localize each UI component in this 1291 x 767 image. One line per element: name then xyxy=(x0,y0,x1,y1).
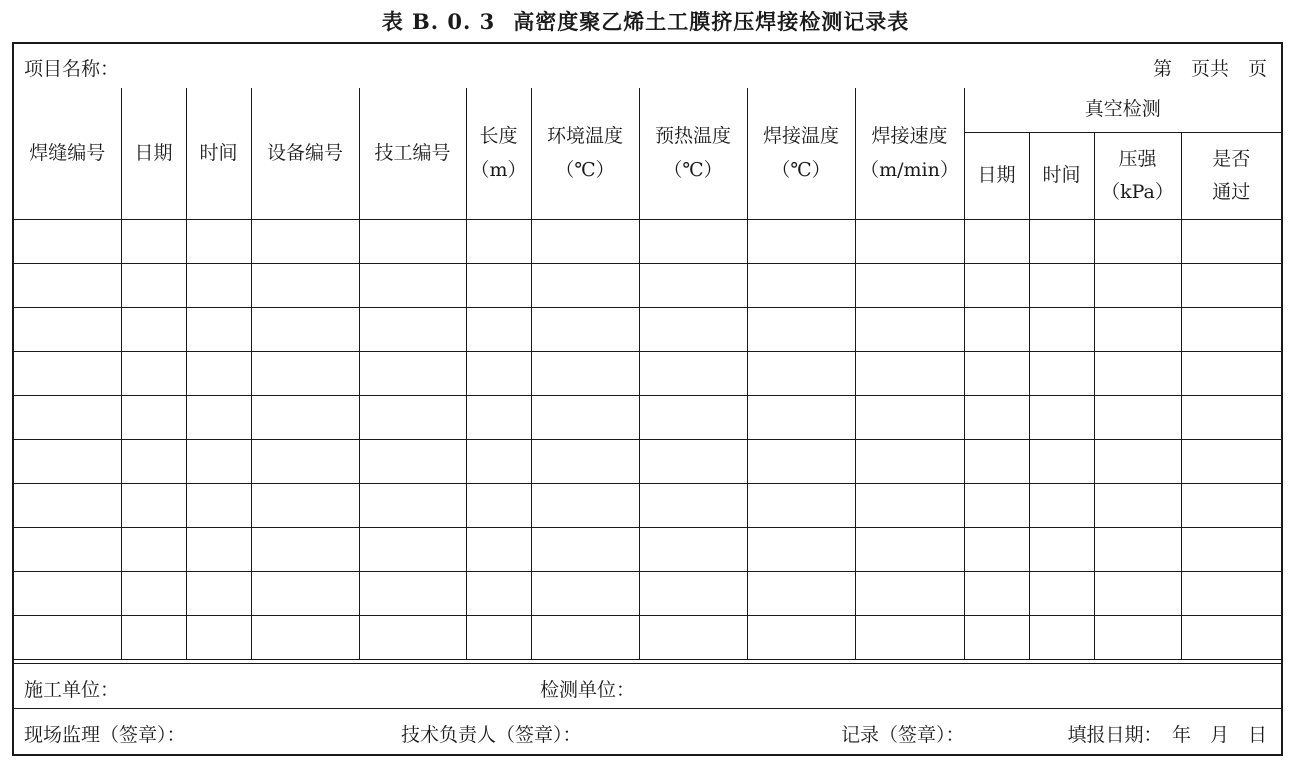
table-cell[interactable] xyxy=(639,220,747,264)
table-cell[interactable] xyxy=(1181,572,1281,616)
table-cell[interactable] xyxy=(14,484,121,528)
col-vacuum-time: 时间 xyxy=(1029,133,1094,220)
table-cell[interactable] xyxy=(186,440,251,484)
table-cell[interactable] xyxy=(964,440,1029,484)
table-cell[interactable] xyxy=(639,572,747,616)
table-cell[interactable] xyxy=(1094,484,1181,528)
table-cell[interactable] xyxy=(855,396,964,440)
table-cell[interactable] xyxy=(747,396,855,440)
table-cell[interactable] xyxy=(964,528,1029,572)
table-cell[interactable] xyxy=(747,220,855,264)
table-cell[interactable] xyxy=(121,308,186,352)
table-cell[interactable] xyxy=(1181,616,1281,660)
table-cell[interactable] xyxy=(466,264,531,308)
table-cell[interactable] xyxy=(639,616,747,660)
table-cell[interactable] xyxy=(531,616,639,660)
table-cell[interactable] xyxy=(1029,396,1094,440)
table-cell[interactable] xyxy=(855,572,964,616)
table-cell[interactable] xyxy=(1094,616,1181,660)
col-group-vacuum-test: 真空检测 xyxy=(964,88,1281,133)
table-cell[interactable] xyxy=(1181,396,1281,440)
table-cell[interactable] xyxy=(1094,396,1181,440)
table-cell[interactable] xyxy=(466,220,531,264)
table-cell[interactable] xyxy=(121,220,186,264)
table-cell[interactable] xyxy=(121,616,186,660)
table-row xyxy=(14,220,1281,264)
table-cell[interactable] xyxy=(251,616,359,660)
table-cell[interactable] xyxy=(855,264,964,308)
table-cell[interactable] xyxy=(964,572,1029,616)
col-weld-speed: 焊接速度 （m/min） xyxy=(855,88,964,220)
table-cell[interactable] xyxy=(186,264,251,308)
table-cell[interactable] xyxy=(747,264,855,308)
table-cell[interactable] xyxy=(14,220,121,264)
fill-date-label: 填报日期： 年 月 日 xyxy=(1067,724,1267,746)
table-cell[interactable] xyxy=(186,308,251,352)
table-cell[interactable] xyxy=(359,572,466,616)
table-cell[interactable] xyxy=(121,396,186,440)
table-body xyxy=(14,220,1281,660)
table-cell[interactable] xyxy=(639,308,747,352)
table-cell[interactable] xyxy=(855,352,964,396)
table-cell[interactable] xyxy=(186,484,251,528)
table-cell[interactable] xyxy=(855,528,964,572)
table-cell[interactable] xyxy=(747,440,855,484)
page-number-label: 第 页共 页 xyxy=(1152,58,1267,80)
table-cell[interactable] xyxy=(531,352,639,396)
table-cell[interactable] xyxy=(14,396,121,440)
table-cell[interactable] xyxy=(1029,572,1094,616)
document-title xyxy=(0,6,1291,36)
table-cell[interactable] xyxy=(531,484,639,528)
table-cell[interactable] xyxy=(359,264,466,308)
col-ambient-temp: 环境温度 （℃） xyxy=(531,88,639,220)
table-cell[interactable] xyxy=(639,528,747,572)
col-vacuum-date: 日期 xyxy=(964,133,1029,220)
table-cell[interactable] xyxy=(359,352,466,396)
table-cell[interactable] xyxy=(747,528,855,572)
col-vacuum-pass: 是否 通过 xyxy=(1181,133,1281,220)
table-cell[interactable] xyxy=(747,352,855,396)
table-cell[interactable] xyxy=(1094,352,1181,396)
table-row xyxy=(14,396,1281,440)
table-cell[interactable] xyxy=(639,352,747,396)
table-cell[interactable] xyxy=(186,220,251,264)
col-weld-number: 焊缝编号 xyxy=(14,88,121,220)
table-cell[interactable] xyxy=(1181,220,1281,264)
col-vacuum-pressure: 压强 （kPa） xyxy=(1094,133,1181,220)
table-cell[interactable] xyxy=(14,616,121,660)
table-row xyxy=(14,352,1281,396)
table-cell[interactable] xyxy=(964,264,1029,308)
table-cell[interactable] xyxy=(531,396,639,440)
table-cell[interactable] xyxy=(359,396,466,440)
table-cell[interactable] xyxy=(251,396,359,440)
table-cell[interactable] xyxy=(1181,528,1281,572)
table-cell[interactable] xyxy=(1029,308,1094,352)
table-cell[interactable] xyxy=(466,484,531,528)
table-row xyxy=(14,616,1281,660)
supervisor-signature-label: 现场监理（签章）： xyxy=(24,724,186,746)
table-cell[interactable] xyxy=(251,528,359,572)
table-cell[interactable] xyxy=(251,572,359,616)
inspection-table xyxy=(14,88,1281,660)
table-cell[interactable] xyxy=(855,440,964,484)
table-cell[interactable] xyxy=(855,308,964,352)
col-equipment-number: 设备编号 xyxy=(251,88,359,220)
table-cell[interactable] xyxy=(186,352,251,396)
table-cell[interactable] xyxy=(531,264,639,308)
table-cell[interactable] xyxy=(466,572,531,616)
table-row xyxy=(14,528,1281,572)
table-cell[interactable] xyxy=(14,528,121,572)
table-cell[interactable] xyxy=(14,440,121,484)
table-cell[interactable] xyxy=(1094,440,1181,484)
recorder-signature-label: 记录（签章）： xyxy=(841,724,965,746)
table-cell[interactable] xyxy=(1029,264,1094,308)
table-cell[interactable] xyxy=(251,308,359,352)
table-cell[interactable] xyxy=(747,484,855,528)
table-cell[interactable] xyxy=(186,528,251,572)
table-cell[interactable] xyxy=(186,572,251,616)
table-code: 表 B. 0. 3 xyxy=(381,9,496,34)
table-cell[interactable] xyxy=(121,264,186,308)
table-row xyxy=(14,308,1281,352)
table-cell[interactable] xyxy=(747,616,855,660)
footer-divider-1 xyxy=(14,663,1281,664)
table-cell[interactable] xyxy=(1029,484,1094,528)
table-cell[interactable] xyxy=(639,264,747,308)
table-cell[interactable] xyxy=(359,220,466,264)
table-cell[interactable] xyxy=(639,484,747,528)
table-cell[interactable] xyxy=(855,616,964,660)
col-length: 长度 （m） xyxy=(466,88,531,220)
table-cell[interactable] xyxy=(466,528,531,572)
project-name-label: 项目名称： xyxy=(24,58,120,80)
table-row xyxy=(14,572,1281,616)
table-cell[interactable] xyxy=(359,616,466,660)
table-cell[interactable] xyxy=(251,484,359,528)
col-time: 时间 xyxy=(186,88,251,220)
table-cell[interactable] xyxy=(1029,440,1094,484)
table-cell[interactable] xyxy=(1029,220,1094,264)
table-cell[interactable] xyxy=(964,396,1029,440)
table-cell[interactable] xyxy=(251,220,359,264)
table-cell[interactable] xyxy=(1029,616,1094,660)
table-cell[interactable] xyxy=(251,264,359,308)
record-form xyxy=(12,42,1283,756)
table-cell[interactable] xyxy=(251,352,359,396)
table-cell[interactable] xyxy=(359,528,466,572)
table-cell[interactable] xyxy=(466,308,531,352)
table-cell[interactable] xyxy=(466,396,531,440)
table-cell[interactable] xyxy=(121,352,186,396)
table-title-text: 高密度聚乙烯土工膜挤压焊接检测记录表 xyxy=(513,10,910,34)
table-cell[interactable] xyxy=(1094,528,1181,572)
table-row xyxy=(14,484,1281,528)
table-cell[interactable] xyxy=(251,440,359,484)
table-cell[interactable] xyxy=(964,616,1029,660)
table-cell[interactable] xyxy=(964,352,1029,396)
table-cell[interactable] xyxy=(14,572,121,616)
table-cell[interactable] xyxy=(14,308,121,352)
construction-unit-label: 施工单位： xyxy=(24,679,120,701)
table-cell[interactable] xyxy=(186,616,251,660)
table-cell[interactable] xyxy=(1181,352,1281,396)
table-cell[interactable] xyxy=(1029,352,1094,396)
table-cell[interactable] xyxy=(639,396,747,440)
table-cell[interactable] xyxy=(466,352,531,396)
table-cell[interactable] xyxy=(1181,264,1281,308)
table-cell[interactable] xyxy=(855,484,964,528)
table-cell[interactable] xyxy=(466,440,531,484)
table-cell[interactable] xyxy=(1181,440,1281,484)
col-weld-temp: 焊接温度 （℃） xyxy=(747,88,855,220)
table-cell[interactable] xyxy=(1181,308,1281,352)
table-cell[interactable] xyxy=(121,440,186,484)
table-cell[interactable] xyxy=(855,220,964,264)
table-cell[interactable] xyxy=(14,264,121,308)
table-cell[interactable] xyxy=(1094,308,1181,352)
table-cell[interactable] xyxy=(964,484,1029,528)
table-cell[interactable] xyxy=(1029,528,1094,572)
table-cell[interactable] xyxy=(747,308,855,352)
table-cell[interactable] xyxy=(964,220,1029,264)
footer-divider-2 xyxy=(14,708,1281,709)
table-cell[interactable] xyxy=(186,396,251,440)
table-cell[interactable] xyxy=(359,440,466,484)
table-cell[interactable] xyxy=(531,572,639,616)
table-cell[interactable] xyxy=(121,572,186,616)
table-cell[interactable] xyxy=(121,484,186,528)
col-date: 日期 xyxy=(121,88,186,220)
table-cell[interactable] xyxy=(1094,572,1181,616)
table-cell[interactable] xyxy=(531,528,639,572)
table-cell[interactable] xyxy=(531,308,639,352)
table-cell[interactable] xyxy=(747,572,855,616)
table-cell[interactable] xyxy=(639,440,747,484)
table-row xyxy=(14,264,1281,308)
table-cell[interactable] xyxy=(1094,220,1181,264)
table-cell[interactable] xyxy=(14,352,121,396)
table-cell[interactable] xyxy=(531,440,639,484)
table-cell[interactable] xyxy=(121,528,186,572)
table-cell[interactable] xyxy=(359,484,466,528)
table-cell[interactable] xyxy=(964,308,1029,352)
col-technician-number: 技工编号 xyxy=(359,88,466,220)
table-row xyxy=(14,440,1281,484)
table-cell[interactable] xyxy=(466,616,531,660)
table-cell[interactable] xyxy=(1094,264,1181,308)
table-cell[interactable] xyxy=(359,308,466,352)
col-preheat-temp: 预热温度 （℃） xyxy=(639,88,747,220)
table-cell[interactable] xyxy=(1181,484,1281,528)
inspection-unit-label: 检测单位： xyxy=(540,679,636,701)
tech-lead-signature-label: 技术负责人（签章）： xyxy=(401,724,582,746)
table-cell[interactable] xyxy=(531,220,639,264)
